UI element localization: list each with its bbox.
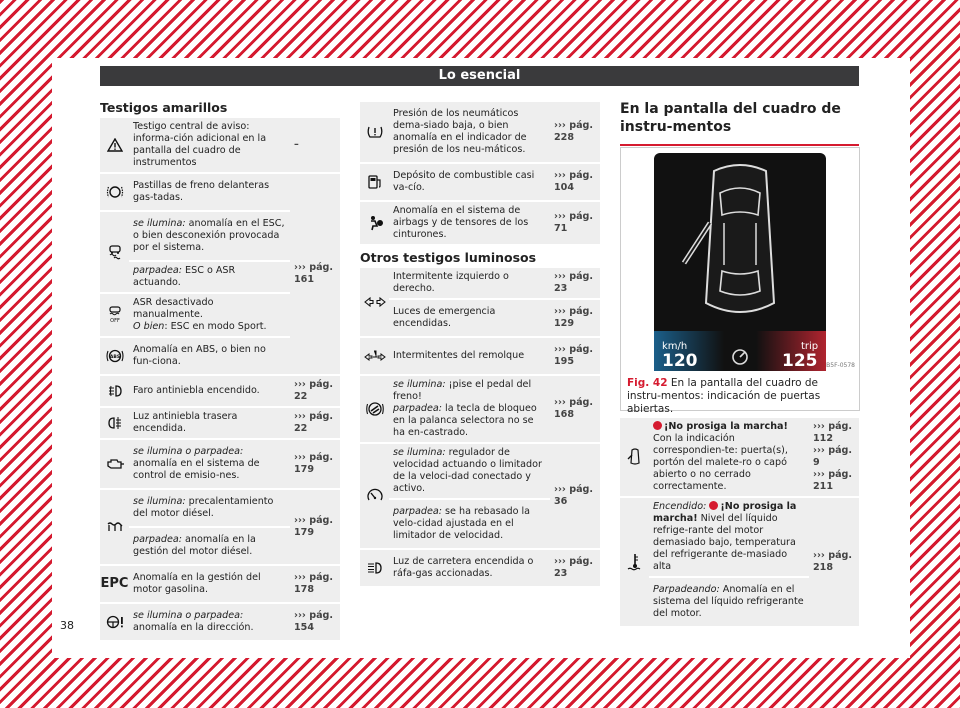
speed-value: 120	[662, 351, 698, 371]
stop-warning-icon	[653, 421, 662, 430]
page-ref: ››› pág. 22	[290, 408, 340, 438]
fuel-pump-icon	[360, 164, 389, 200]
table-row	[100, 440, 340, 488]
heading-otros-testigos: Otros testigos luminosos	[360, 250, 537, 265]
row-text: se ilumina: anomalía en el ESC, o bien desconexión provocada por el sistema.	[129, 212, 290, 260]
high-beam-icon	[360, 550, 389, 586]
svg-text:ABS: ABS	[109, 355, 120, 360]
row-text: Faro antiniebla encendido.	[129, 376, 290, 406]
row-text: Luz de carretera encendida o ráfa-gas accionadas.	[389, 550, 550, 586]
row-text: Testigo central de aviso: informa-ción adicional en la pantalla del cuadro de instrumentos	[129, 118, 290, 172]
row-text: se ilumina: ¡pise el pedal del freno! parpadea: la tecla de bloqueo en la palanca selectora no se ha en-castrado.	[389, 376, 550, 442]
tire-pressure-icon	[360, 102, 389, 162]
table-row	[360, 300, 600, 336]
page-ref: ››› pág. 112 ››› pág. 9 ››› pág. 211	[809, 418, 859, 496]
page-ref: ››› pág. 161	[290, 174, 340, 374]
page-number: 38	[60, 619, 74, 632]
row-text: Anomalía en ABS, o bien no fun-ciona.	[129, 338, 290, 374]
cruise-control-icon	[360, 444, 389, 548]
figure-42	[620, 147, 860, 415]
table-row	[100, 604, 340, 640]
table-row	[360, 202, 600, 244]
right-section-header	[620, 100, 859, 146]
page-header: Lo esencial	[100, 66, 859, 86]
row-text: ¡No prosiga la marcha! Con la indicación correspondien-te: puerta(s), portón del malete-ro o capó abierto o no cerrado correctamente.	[649, 418, 809, 496]
figure-caption: Fig. 42 En la pantalla del cuadro de instru-mentos: indicación de puertas abiertas.	[627, 377, 821, 415]
row-text: Parpadeando: Anomalía en el sistema del líquido refrigerante del motor.	[649, 578, 809, 626]
page-ref: ››› pág. 104	[550, 164, 600, 200]
table-row	[360, 338, 600, 374]
turn-signal-icon	[360, 268, 389, 336]
table-row	[100, 566, 340, 602]
trailer-signal-icon	[360, 338, 389, 374]
row-text: se ilumina: precalentamiento del motor diésel.	[129, 490, 290, 526]
page-ref: ››› pág. 218	[809, 498, 859, 626]
car-top-view-icon	[654, 153, 826, 371]
row-text: Intermitente izquierdo o derecho.	[389, 268, 550, 298]
engine-emissions-icon	[100, 440, 129, 488]
page-ref: ››› pág. 168	[550, 376, 600, 442]
table-row	[360, 444, 600, 498]
speed-unit: km/h	[662, 341, 688, 352]
table-yellow-lights-cont	[360, 100, 600, 246]
airbag-icon	[360, 202, 389, 244]
trip-label: trip	[801, 341, 819, 352]
row-text: Luz antiniebla trasera encendida.	[129, 408, 290, 438]
section-title: En la pantalla del cuadro de instru-mentos	[620, 101, 841, 135]
table-row	[360, 102, 600, 162]
page-ref: ››› pág. 23	[550, 550, 600, 586]
rear-fog-light-icon	[100, 408, 129, 438]
row-text: Luces de emergencia encendidas.	[389, 300, 550, 336]
brake-pedal-icon	[360, 376, 389, 442]
table-row	[100, 376, 340, 406]
row-text: Intermitentes del remolque	[389, 338, 550, 374]
trip-value: 125	[782, 351, 818, 371]
row-text: Encendido: ¡No prosiga la marcha! Nivel del líquido refrige-rante del motor demasiado bajo, temperatura del refrigerante de-masiado alta	[649, 498, 809, 576]
row-text: se ilumina: regulador de velocidad actuando o limitador de la veloci-dad conectado y activo.	[389, 444, 550, 498]
esc-off-icon	[100, 294, 129, 336]
front-fog-light-icon	[100, 376, 129, 406]
page-ref: ››› pág. 129	[550, 300, 600, 336]
page-ref: ››› pág. 179	[290, 440, 340, 488]
table-row	[620, 498, 859, 576]
figure-code: B5F-0578	[826, 362, 855, 369]
instrument-cluster-display	[654, 153, 826, 371]
row-text: ASR desactivado manualmente. O bien: ESC en modo Sport.	[129, 294, 290, 336]
table-yellow-lights	[100, 116, 340, 642]
page-ref: –	[290, 118, 340, 172]
warning-triangle-icon	[100, 118, 129, 172]
table-other-lights	[360, 266, 600, 588]
page-ref: ››› pág. 23	[550, 268, 600, 298]
page-ref: ››› pág. 71	[550, 202, 600, 244]
stop-warning-icon	[709, 501, 718, 510]
red-rule	[620, 144, 859, 146]
heading-testigos-amarillos: Testigos amarillos	[100, 100, 228, 115]
coolant-temperature-icon	[620, 498, 649, 626]
table-row	[100, 118, 340, 172]
table-row	[100, 490, 340, 526]
svg-text:OFF: OFF	[109, 318, 120, 324]
table-row	[100, 174, 340, 210]
steering-warning-icon	[100, 604, 129, 640]
row-text: se ilumina o parpadea: anomalía en la dirección.	[129, 604, 290, 640]
page-ref: ››› pág. 228	[550, 102, 600, 162]
door-open-icon	[620, 418, 649, 496]
glow-plug-icon	[100, 490, 129, 564]
table-row	[360, 550, 600, 586]
row-text: parpadea: se ha rebasado la velo-cidad ajustada en el limitador de velocidad.	[389, 500, 550, 548]
table-row	[360, 164, 600, 200]
row-text: Pastillas de freno delanteras gas-tadas.	[129, 174, 290, 210]
page-ref: ››› pág. 22	[290, 376, 340, 406]
esc-skid-icon	[100, 212, 129, 292]
table-row	[360, 268, 600, 298]
table-row	[620, 418, 859, 496]
table-row	[100, 408, 340, 438]
row-text: Presión de los neumáticos dema-siado baja, o bien anomalía en el indicador de presión de los neu-máticos.	[389, 102, 550, 162]
abs-icon	[100, 338, 129, 374]
page-ref: ››› pág. 195	[550, 338, 600, 374]
table-row	[360, 376, 600, 442]
row-text: Anomalía en la gestión del motor gasolina.	[129, 566, 290, 602]
row-text: parpadea: ESC o ASR actuando.	[129, 262, 290, 292]
table-display-warnings	[620, 416, 859, 628]
brake-pad-icon	[100, 174, 129, 210]
page-ref: ››› pág. 36	[550, 444, 600, 548]
epc-icon: EPC	[100, 566, 129, 602]
page-ref: ››› pág. 179	[290, 490, 340, 564]
row-text: Depósito de combustible casi va-cío.	[389, 164, 550, 200]
row-text: parpadea: anomalía en la gestión del motor diésel.	[129, 528, 290, 564]
page-ref: ››› pág. 154	[290, 604, 340, 640]
page-ref: ››› pág. 178	[290, 566, 340, 602]
row-text: se ilumina o parpadea: anomalía en el sistema de control de emisio-nes.	[129, 440, 290, 488]
row-text: Anomalía en el sistema de airbags y de tensores de los cinturones.	[389, 202, 550, 244]
